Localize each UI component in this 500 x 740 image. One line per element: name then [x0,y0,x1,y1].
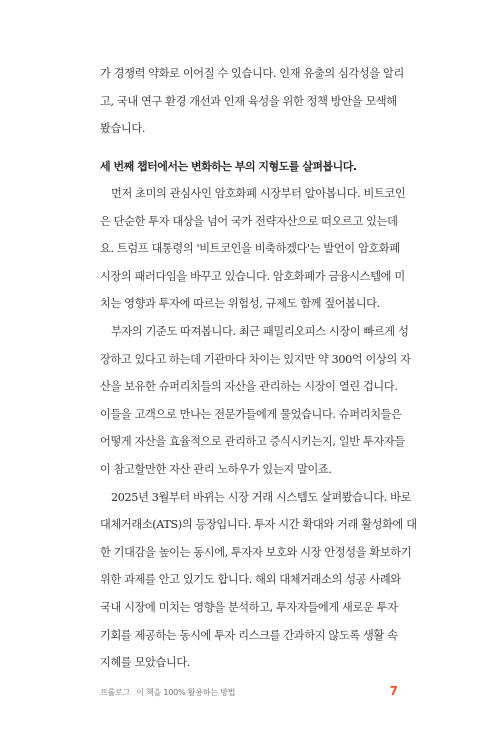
text-line: 지혜를 모았습니다. [100,656,191,670]
footer-section-label: 프롤로그 [100,688,131,697]
text-line: 부자의 기준도 따져봅니다. 최근 패밀리오피스 시장이 빠르게 성 [111,324,409,338]
paragraph-talent-outflow [100,60,404,143]
text-line: 고, 국내 연구 환경 개선과 인재 육성을 위한 정책 방안을 모색해 [100,94,397,108]
section-heading: 세 번째 챕터에서는 변화하는 부의 지형도를 살펴봅니다. [100,160,357,173]
text-line: 기회를 제공하는 동시에 투자 리스크를 간과하지 않도록 생활 속 [100,628,398,642]
page-footer [100,684,400,700]
text-line: 봤습니다. [100,122,146,136]
text-line: 한 기대감을 높이는 동시에, 투자자 보호와 시장 안정성을 확보하기 [100,545,412,559]
text-line: 대체거래소(ATS)의 등장입니다. 투자 시간 확대와 거래 활성화에 대 [100,518,417,532]
footer-chapter-label: 이 책을 100% 활용하는 방법 [136,688,236,697]
paragraph-crypto [100,180,406,318]
text-line: 먼저 초미의 관심사인 암호화폐 시장부터 알아봅니다. 비트코인 [111,187,406,200]
text-line: 요. 트럼프 대통령의 '비트코인을 비축하겠다'는 발언이 암호화폐 [100,242,400,256]
text-line: 이들을 고객으로 만나는 전문가들에게 물었습니다. 슈퍼리치들은 [100,407,402,421]
paragraph-family-office [100,318,411,484]
text-line: 산을 보유한 슈퍼리치들의 자산을 관리하는 시장이 열린 겁니다. [100,380,398,394]
running-footer [100,687,235,698]
text-line: 2025년 3월부터 바뀌는 시장 거래 시스템도 살펴봤습니다. 바로 [111,490,412,504]
text-line: 은 단순한 투자 대상을 넘어 국가 전략자산으로 떠오르고 있는데 [100,214,398,228]
text-line: 이 참고할만한 자산 관리 노하우가 있는지 말이죠. [100,462,332,476]
text-line: 어떻게 자산을 효율적으로 관리하고 증식시키는지, 일반 투자자들 [100,435,405,449]
page-number: 7 [389,684,398,698]
text-line: 위한 과제를 안고 있기도 합니다. 해외 대체거래소의 성공 사례와 [100,573,401,587]
text-line: 가 경쟁력 약화로 이어질 수 있습니다. 인재 유출의 심각성을 알리 [100,67,404,80]
paragraph-ats [100,484,417,677]
text-line: 장하고 있다고 하는데 기관마다 차이는 있지만 약 300억 이상의 자 [100,352,411,366]
text-line: 시장의 패러다임을 바꾸고 있습니다. 암호화폐가 금융시스템에 미 [100,269,405,283]
text-line: 치는 영향과 투자에 따르는 위험성, 규제도 함께 짚어봅니다. [100,297,380,311]
chapter-three-body [100,180,417,677]
text-line: 국내 시장에 미치는 영향을 분석하고, 투자자들에게 새로운 투자 [100,600,398,614]
